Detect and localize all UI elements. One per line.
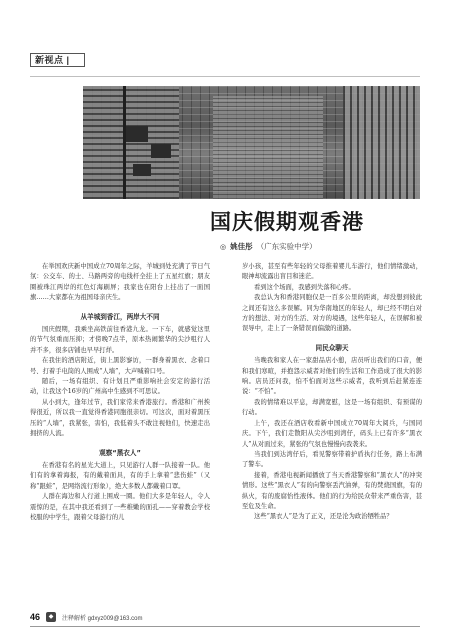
- page-number: 46: [30, 612, 41, 622]
- footer-rule: [30, 626, 420, 627]
- journal-info: 注释解析 gdxyz009@163.com: [62, 615, 143, 622]
- bullet-icon: ◎: [220, 242, 227, 251]
- paragraph: 这些“黑衣人”是为了正义，还是沦为政治牺牲品？: [254, 513, 393, 521]
- flagpole: [123, 86, 126, 199]
- section-heading: 观察“黑衣人”: [99, 448, 141, 457]
- column-tag-label: 新视点: [35, 55, 64, 65]
- section-heading: 同民众聊天: [315, 343, 349, 352]
- paragraph: 在香港有名的星光大道上，只见游行人群一队接着一队。他们有的拿着海报，有的戴着面具，有的手上拿着“悲伤蛙”（又称“跟蛙”，是网络流行形象），绝大多数人都戴着口罩。: [30, 461, 210, 490]
- paragraph: 随后，一场有组织、有计划且严重影响社会安定的游行活动，让我这个16岁的广州高中生感到不可思议。: [30, 378, 210, 396]
- author-school: （广东实验中学）: [256, 242, 317, 251]
- article-title: 国庆假期观香港: [210, 210, 364, 234]
- paragraph: 看到这个场面，我感到失落和心疼。: [254, 283, 355, 291]
- section-heading: 从羊城到香江，两岸大不同: [80, 312, 160, 321]
- right-column: [242, 262, 422, 523]
- byline: [220, 241, 420, 252]
- flag: [133, 164, 151, 176]
- paragraph: 人群在海边和人行道上围成一圈。他们大多是年轻人，令人震惊的是，在其中我还看到了一些稚嫩的面孔——穿着教会学校校服的中学生，跟着父母游行的儿: [30, 493, 210, 521]
- hong-kong-photo: [83, 86, 420, 199]
- divider: [30, 76, 420, 77]
- author-name: 姚佳彤: [230, 242, 253, 251]
- paragraph: 从小到大，逢年过节，我们家常来香港旅行。香港和广州挨得很近，所以我一直觉得香港同胞很亲切。可这次，面对着黑压压的“人墙”，我紧张，害怕，我低着头不敢注视他们，快速走出拥挤的人流。: [30, 398, 210, 438]
- paragraph: 在我住的酒店附近，街上黑影寥访，一群身着黑衣、念着口号、打着手电筒的人围成“人墙”，大声喊着口号。: [30, 357, 210, 375]
- paragraph: 我总认为和香港同胞仅是一百多公里的距离，却没想到彼此之间还有这么多误解。同为华南地区的年轻人，却已经不明白对方的想法、对方的生活、对方的境遇，这些年轻人，在误解和被误导中，走上了一条错误而偏激的道路。: [242, 294, 422, 333]
- journal-logo-icon: ◆: [46, 612, 56, 622]
- title-block: [210, 206, 420, 236]
- paragraph: 当我们到达湾仔后，看见警察带着护盾执行任务，路上布满了警车。: [242, 450, 422, 469]
- left-column: [30, 262, 210, 523]
- paragraph: 接着，香港电视新闻播放了当天香港警察和“黑衣人”的冲突情形。这些“黑衣人”有的向警察丢汽油弹，有的焚烧国旗，有的纵火，有的废腐怡性液体。他们的行为给民众带来严重伤害，甚至危及生命。: [242, 471, 422, 510]
- paragraph: 我的情绪难以平息，却满宽慰，这是一场有组织、有预谋的行动。: [242, 398, 422, 417]
- column-tag: 新视点 |: [30, 53, 85, 67]
- footer: [30, 611, 142, 623]
- paragraph: 当晚我和家人在一家甜品店小憩，店员听出我们的口音，便和我们寒暄，并抱怨示威者对他们的生活和工作造成了很大的影响。店员还问我，怕不怕面对这些示威者，我听到后赶紧连连说：“不怕”。: [242, 357, 422, 396]
- paragraph: 国庆假期，我乘坐高铁前往香港九龙。一下车，就感觉这里的节气氛重而压抑；才傍晚7点半，原本热闹繁华的尖沙咀行人并不多，很多店铺也早早打烊。: [30, 326, 210, 354]
- paragraph: 在举国欢庆新中国成立70周年之际，羊城到处充满了节日气氛：公交车、的士、马路两旁的电线杆全挂上了五星红旗；朋友圈被珠江两岸的红色灯海刷屏；我家也在阳台上挂出了一面国旗……大家都在为祖国母亲庆生。: [30, 263, 210, 302]
- flag: [151, 144, 171, 158]
- paragraph: 岁小孩，甚至有些年轻的父母推着婴儿车游行，他们情绪激动，眼神却流露出盲目和迷茫。: [242, 263, 422, 281]
- flag: [126, 126, 148, 142]
- paragraph: 上午，我还在酒店收看新中国成立70周年大阅兵，与国同庆。下午，我们走散阳从尖沙咀到湾仔，码头上已有许多“黑衣人”从对面过来，紧张的气氛也慢慢向我袭来。: [242, 419, 422, 448]
